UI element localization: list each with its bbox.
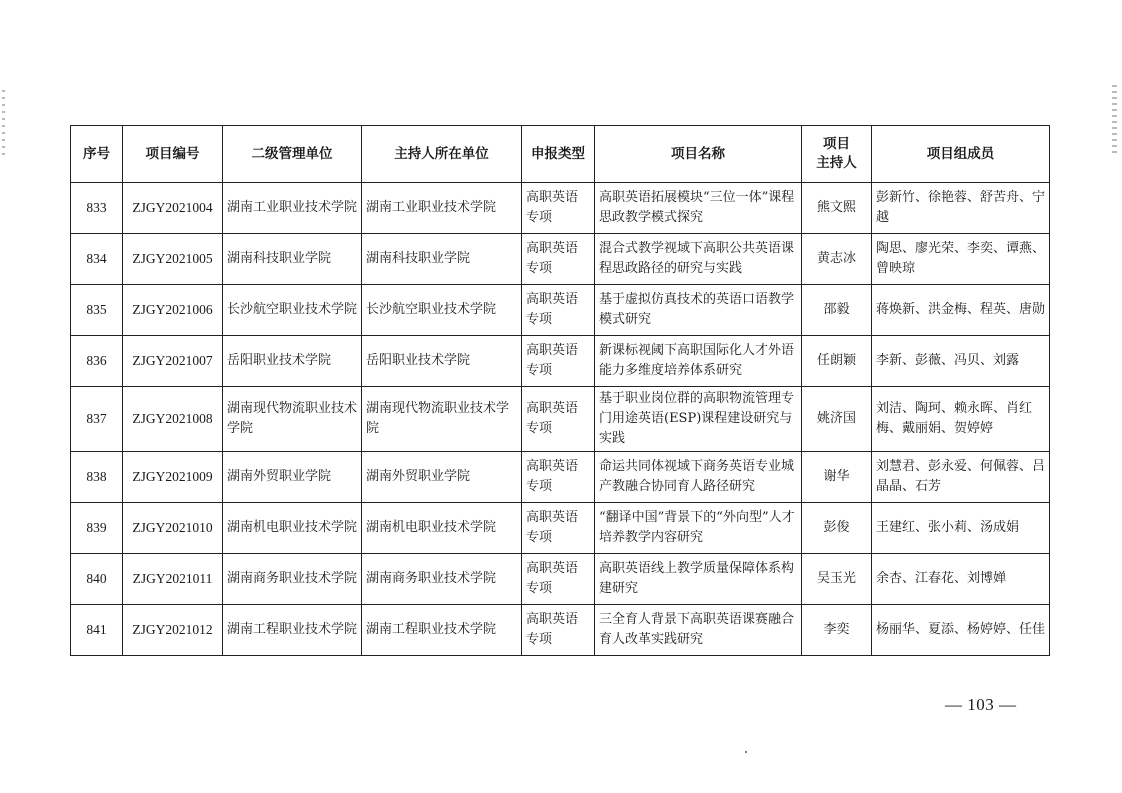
cell-project-code: ZJGY2021006 [123, 285, 223, 336]
cell-application-type: 高职英语专项 [522, 503, 595, 554]
table-body [71, 183, 1050, 656]
cell-project-host: 谢华 [802, 452, 872, 503]
cell-seq: 834 [71, 234, 123, 285]
cell-project-name: 混合式教学视域下高职公共英语课程思政路径的研究与实践 [595, 234, 802, 285]
cell-host-unit: 湖南商务职业技术学院 [362, 554, 522, 605]
cell-project-code: ZJGY2021005 [123, 234, 223, 285]
cell-application-type: 高职英语专项 [522, 605, 595, 656]
cell-management-unit: 湖南工业职业技术学院 [223, 183, 362, 234]
header-unit: 二级管理单位 [223, 126, 362, 183]
cell-team-members: 彭新竹、徐艳蓉、舒苦舟、宁越 [872, 183, 1050, 234]
cell-team-members: 王建红、张小莉、汤成娟 [872, 503, 1050, 554]
scan-margin-marks-right [1112, 85, 1117, 155]
cell-management-unit: 湖南现代物流职业技术学院 [223, 387, 362, 452]
table-row [71, 554, 1050, 605]
project-table [70, 125, 1050, 656]
cell-application-type: 高职英语专项 [522, 387, 595, 452]
cell-project-name: 基于虚拟仿真技术的英语口语教学模式研究 [595, 285, 802, 336]
cell-management-unit: 湖南科技职业学院 [223, 234, 362, 285]
header-host [802, 126, 872, 183]
cell-project-name: 高职英语拓展模块“三位一体”课程思政教学模式探究 [595, 183, 802, 234]
cell-management-unit: 湖南外贸职业学院 [223, 452, 362, 503]
cell-host-unit: 长沙航空职业技术学院 [362, 285, 522, 336]
cell-seq: 838 [71, 452, 123, 503]
table-row [71, 234, 1050, 285]
cell-project-code: ZJGY2021011 [123, 554, 223, 605]
header-type: 申报类型 [522, 126, 595, 183]
scan-artifact-dot [745, 751, 747, 753]
cell-seq: 836 [71, 336, 123, 387]
cell-seq: 833 [71, 183, 123, 234]
cell-application-type: 高职英语专项 [522, 234, 595, 285]
header-members: 项目组成员 [872, 126, 1050, 183]
table-row [71, 387, 1050, 452]
cell-host-unit: 湖南外贸职业学院 [362, 452, 522, 503]
cell-team-members: 刘洁、陶珂、赖永晖、肖红梅、戴丽娟、贺婷婷 [872, 387, 1050, 452]
cell-host-unit: 湖南工业职业技术学院 [362, 183, 522, 234]
cell-project-host: 吴玉光 [802, 554, 872, 605]
cell-project-code: ZJGY2021007 [123, 336, 223, 387]
cell-team-members: 刘慧君、彭永爱、何佩蓉、吕晶晶、石芳 [872, 452, 1050, 503]
cell-project-name: 三全育人背景下高职英语课赛融合育人改革实践研究 [595, 605, 802, 656]
cell-host-unit: 岳阳职业技术学院 [362, 336, 522, 387]
cell-host-unit: 湖南现代物流职业技术学院 [362, 387, 522, 452]
cell-project-name: 新课标视阈下高职国际化人才外语能力多维度培养体系研究 [595, 336, 802, 387]
table-row [71, 285, 1050, 336]
cell-project-code: ZJGY2021010 [123, 503, 223, 554]
cell-project-host: 彭俊 [802, 503, 872, 554]
cell-host-unit: 湖南科技职业学院 [362, 234, 522, 285]
cell-seq: 835 [71, 285, 123, 336]
cell-project-code: ZJGY2021012 [123, 605, 223, 656]
cell-team-members: 李新、彭薇、冯贝、刘露 [872, 336, 1050, 387]
header-seq: 序号 [71, 126, 123, 183]
cell-management-unit: 湖南商务职业技术学院 [223, 554, 362, 605]
cell-seq: 837 [71, 387, 123, 452]
cell-team-members: 余杏、江春花、刘博婵 [872, 554, 1050, 605]
cell-management-unit: 湖南工程职业技术学院 [223, 605, 362, 656]
cell-project-name: 高职英语线上教学质量保障体系构建研究 [595, 554, 802, 605]
cell-application-type: 高职英语专项 [522, 285, 595, 336]
header-name: 项目名称 [595, 126, 802, 183]
cell-team-members: 陶思、廖光荣、李奕、谭燕、曾映琼 [872, 234, 1050, 285]
cell-project-code: ZJGY2021004 [123, 183, 223, 234]
header-code: 项目编号 [123, 126, 223, 183]
scan-margin-marks-left [2, 90, 5, 160]
cell-team-members: 蒋焕新、洪金梅、程英、唐勋 [872, 285, 1050, 336]
page-number: — 103 — [945, 695, 1017, 714]
cell-management-unit: 长沙航空职业技术学院 [223, 285, 362, 336]
cell-seq: 841 [71, 605, 123, 656]
header-host-line1: 项目 [823, 136, 850, 152]
cell-management-unit: 湖南机电职业技术学院 [223, 503, 362, 554]
table-row [71, 183, 1050, 234]
cell-project-host: 姚济国 [802, 387, 872, 452]
cell-management-unit: 岳阳职业技术学院 [223, 336, 362, 387]
cell-application-type: 高职英语专项 [522, 336, 595, 387]
cell-host-unit: 湖南工程职业技术学院 [362, 605, 522, 656]
table-row [71, 452, 1050, 503]
cell-project-host: 李奕 [802, 605, 872, 656]
cell-project-name: “翻译中国”背景下的“外向型”人才培养教学内容研究 [595, 503, 802, 554]
cell-project-host: 黄志冰 [802, 234, 872, 285]
header-host-unit: 主持人所在单位 [362, 126, 522, 183]
cell-project-code: ZJGY2021008 [123, 387, 223, 452]
table-row [71, 605, 1050, 656]
cell-application-type: 高职英语专项 [522, 183, 595, 234]
cell-project-code: ZJGY2021009 [123, 452, 223, 503]
cell-seq: 839 [71, 503, 123, 554]
table-header-row [71, 126, 1050, 183]
cell-host-unit: 湖南机电职业技术学院 [362, 503, 522, 554]
cell-project-name: 命运共同体视域下商务英语专业城产教融合协同育人路径研究 [595, 452, 802, 503]
table-row [71, 336, 1050, 387]
cell-team-members: 杨丽华、夏添、杨婷婷、任佳 [872, 605, 1050, 656]
cell-application-type: 高职英语专项 [522, 554, 595, 605]
cell-project-host: 邵毅 [802, 285, 872, 336]
cell-project-name: 基于职业岗位群的高职物流管理专门用途英语(ESP)课程建设研究与实践 [595, 387, 802, 452]
cell-project-host: 任朗颖 [802, 336, 872, 387]
cell-project-host: 熊文熙 [802, 183, 872, 234]
cell-application-type: 高职英语专项 [522, 452, 595, 503]
header-host-line2: 主持人 [816, 155, 857, 171]
table-row [71, 503, 1050, 554]
cell-seq: 840 [71, 554, 123, 605]
